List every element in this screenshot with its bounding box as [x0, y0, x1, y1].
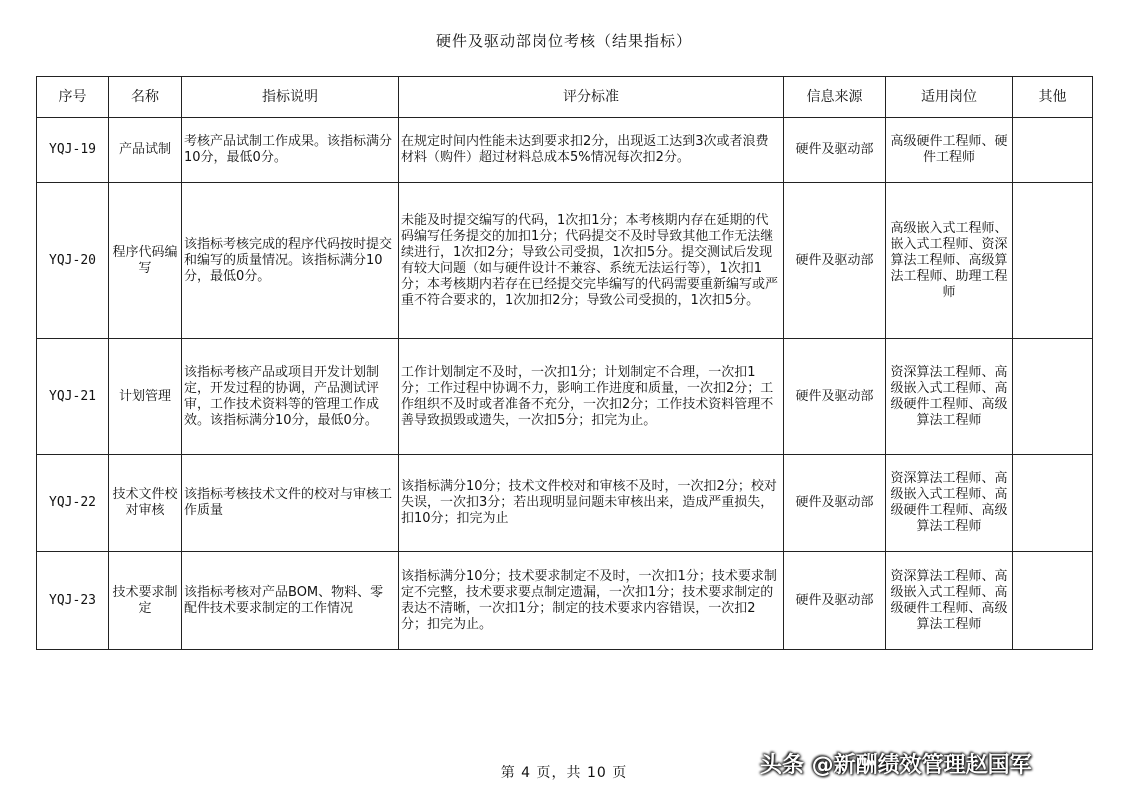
row-description: 该指标考核技术文件的校对与审核工作质量 [182, 455, 399, 552]
row-positions: 资深算法工程师、高级嵌入式工程师、高级硬件工程师、高级算法工程师 [886, 552, 1013, 650]
row-source: 硬件及驱动部 [784, 183, 886, 339]
row-description: 该指标考核完成的程序代码按时提交和编写的质量情况。该指标满分10分，最低0分。 [182, 183, 399, 339]
row-source: 硬件及驱动部 [784, 455, 886, 552]
row-other [1013, 455, 1093, 552]
row-criteria: 在规定时间内性能未达到要求扣2分，出现返工达到3次或者浪费材料（购件）超过材料总成本5%情况每次扣2分。 [399, 118, 784, 183]
row-criteria: 未能及时提交编写的代码，1次扣1分；本考核期内存在延期的代码编写任务提交的加扣1分；代码提交不及时导致其他工作无法继续进行，1次扣2分；导致公司受损，1次扣5分。提交测试后发现有较大问题（如与硬件设计不兼容、系统无法运行等），1次扣1分；本考核期内若存在已经提交完毕编写的代码需要重新编写或严重不符合要求的，1次加扣2分；导致公司受损的，1次扣5分。 [399, 183, 784, 339]
row-other [1013, 118, 1093, 183]
row-source: 硬件及驱动部 [784, 339, 886, 455]
row-name: 程序代码编写 [109, 183, 182, 339]
row-description: 该指标考核对产品BOM、物料、零配件技术要求制定的工作情况 [182, 552, 399, 650]
row-other [1013, 339, 1093, 455]
header-cell-criteria: 评分标准 [399, 77, 784, 118]
row-name: 技术文件校对审核 [109, 455, 182, 552]
header-row [37, 77, 1093, 118]
row-name: 计划管理 [109, 339, 182, 455]
row-positions: 高级硬件工程师、硬件工程师 [886, 118, 1013, 183]
table-row [37, 183, 1093, 339]
row-source: 硬件及驱动部 [784, 118, 886, 183]
assessment-table [36, 76, 1093, 650]
table-row [37, 455, 1093, 552]
row-criteria: 工作计划制定不及时，一次扣1分；计划制定不合理，一次扣1分；工作过程中协调不力，影响工作进度和质量，一次扣2分；工作组织不及时或者准备不充分，一次扣2分；工作技术资料管理不善导致损毁或遗失，一次扣5分；扣完为止。 [399, 339, 784, 455]
row-code: YQJ-22 [37, 455, 109, 552]
watermark-text: 头条 @新酬绩效管理赵国军 [760, 753, 1032, 778]
row-code: YQJ-20 [37, 183, 109, 339]
row-other [1013, 183, 1093, 339]
header-cell-name: 名称 [109, 77, 182, 118]
table-row [37, 552, 1093, 650]
page-number: 第 4 页，共 10 页 [500, 765, 628, 781]
header-cell-description: 指标说明 [182, 77, 399, 118]
row-positions: 资深算法工程师、高级嵌入式工程师、高级硬件工程师、高级算法工程师 [886, 455, 1013, 552]
row-source: 硬件及驱动部 [784, 552, 886, 650]
row-description: 考核产品试制工作成果。该指标满分10分，最低0分。 [182, 118, 399, 183]
header-cell-other: 其他 [1013, 77, 1093, 118]
row-code: YQJ-19 [37, 118, 109, 183]
row-code: YQJ-23 [37, 552, 109, 650]
row-name: 技术要求制定 [109, 552, 182, 650]
row-name: 产品试制 [109, 118, 182, 183]
row-other [1013, 552, 1093, 650]
row-positions: 高级嵌入式工程师、嵌入式工程师、资深算法工程师、高级算法工程师、助理工程师 [886, 183, 1013, 339]
header-cell-source: 信息来源 [784, 77, 886, 118]
table-row [37, 118, 1093, 183]
row-code: YQJ-21 [37, 339, 109, 455]
row-criteria: 该指标满分10分；技术文件校对和审核不及时，一次扣2分；校对失误，一次扣3分；若出现明显问题未审核出来，造成严重损失，扣10分；扣完为止 [399, 455, 784, 552]
header-cell-positions: 适用岗位 [886, 77, 1013, 118]
row-criteria: 该指标满分10分；技术要求制定不及时，一次扣1分；技术要求制定不完整，技术要求要点制定遗漏，一次扣1分；技术要求制定的表达不清晰，一次扣1分；制定的技术要求内容错误，一次扣2分；扣完为止。 [399, 552, 784, 650]
table-row [37, 339, 1093, 455]
header-cell-index: 序号 [37, 77, 109, 118]
document-title: 硬件及驱动部岗位考核（结果指标） [435, 32, 692, 50]
row-positions: 资深算法工程师、高级嵌入式工程师、高级硬件工程师、高级算法工程师 [886, 339, 1013, 455]
row-description: 该指标考核产品或项目开发计划制定，开发过程的协调，产品测试评审，工作技术资料等的管理工作成效。该指标满分10分，最低0分。 [182, 339, 399, 455]
